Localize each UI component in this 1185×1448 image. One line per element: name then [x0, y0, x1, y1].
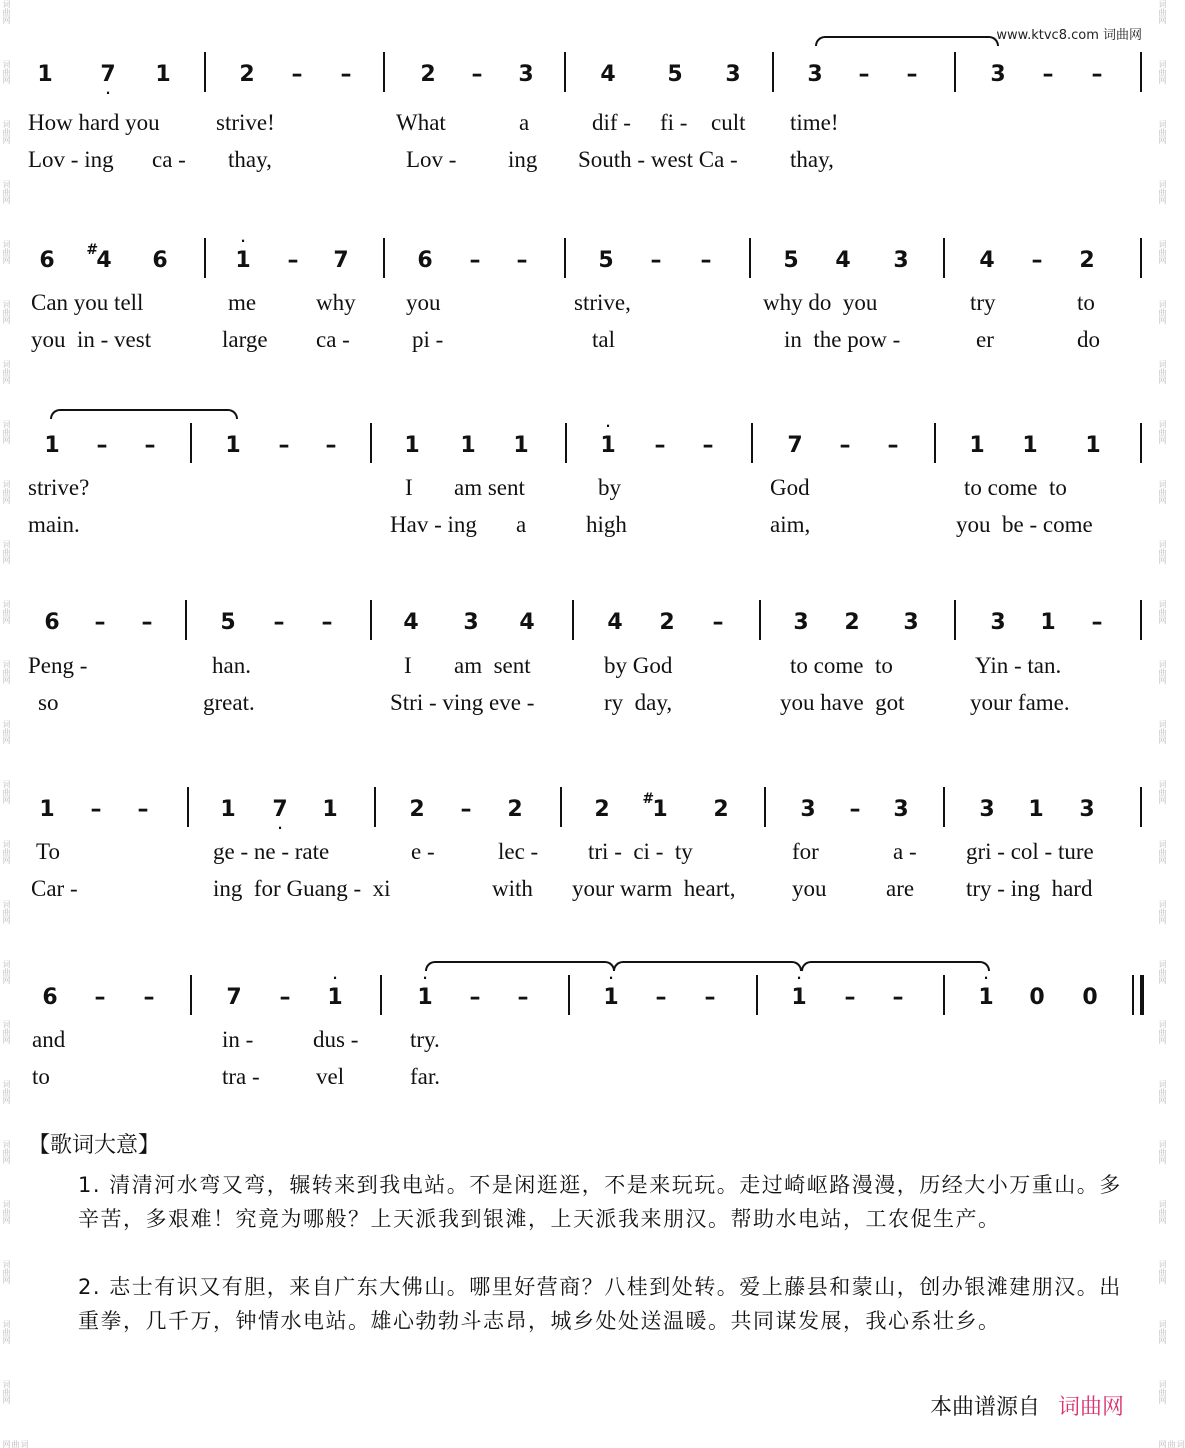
note: 3 — [979, 797, 995, 822]
note: 1 — [460, 433, 476, 458]
dash: – — [844, 985, 856, 1010]
note: 7 — [226, 985, 242, 1010]
lyric-verse1: a - — [893, 839, 917, 864]
watermark-text: 词曲网 — [1158, 1140, 1167, 1164]
meaning-title: 【歌词大意】 — [28, 1133, 161, 1158]
lyric-verse2: try - ing hard — [966, 876, 1093, 901]
dash: – — [94, 610, 106, 635]
dash: – — [700, 248, 712, 273]
note: · 1 — [978, 971, 994, 1010]
lyric-verse2: South - west Ca - — [578, 147, 738, 172]
barline — [564, 238, 566, 278]
meaning-paragraph-1: 1. 清清河水弯又弯，辗转来到我电站。不是闲逛逛，不是来玩玩。走过崎岖路漫漫，历经大小万重山。多辛苦，多艰难！究竟为哪般？上天派我到银滩，上天派我来朋汉。帮助水电站，工农促生产。 — [78, 1173, 1122, 1231]
note: · 1 — [327, 971, 343, 1010]
barline — [383, 238, 385, 278]
watermark-text: 词曲网 — [2, 60, 11, 84]
dash: – — [471, 62, 483, 87]
lyric-verse2: Lov - ing — [28, 147, 114, 172]
watermark-text: 词曲网 — [2, 720, 11, 744]
note: 3 — [903, 610, 919, 635]
watermark-text: 词曲网 — [2, 420, 11, 444]
barline — [954, 52, 956, 92]
dash: – — [96, 433, 108, 458]
dash: – — [143, 985, 155, 1010]
lyric-verse2: your warm heart, — [572, 876, 736, 901]
note: 3 — [893, 797, 909, 822]
lyric-verse2: great. — [203, 690, 255, 715]
note: 6 — [44, 610, 60, 635]
note: 5 — [783, 248, 799, 273]
dash: – — [704, 985, 716, 1010]
dash: – — [325, 433, 337, 458]
dash: – — [654, 433, 666, 458]
lyric-verse1: a — [519, 110, 530, 135]
lyric-verse1: han. — [212, 653, 251, 678]
barline — [751, 423, 753, 463]
note: 3 — [518, 62, 534, 87]
watermark-text: 词曲网 — [1158, 60, 1167, 84]
dash: – — [906, 62, 918, 87]
watermark-text: 词曲网 — [2, 1200, 11, 1224]
lyric-verse1: To — [36, 839, 60, 864]
lyric-verse2: er — [976, 327, 994, 352]
note: 2 — [507, 797, 523, 822]
watermark-text: 词曲网 — [2, 180, 11, 204]
barline — [564, 52, 566, 92]
watermark-text: 词曲网 — [1158, 1440, 1185, 1448]
watermark-text: 词曲网 — [1158, 600, 1167, 624]
lyric-verse2: main. — [28, 512, 80, 537]
watermark-text: 词曲网 — [1158, 240, 1167, 264]
watermark-text: 词曲网 — [1158, 1080, 1167, 1104]
tie — [613, 961, 802, 971]
note: 1 — [39, 797, 55, 822]
note: 2 — [659, 610, 675, 635]
dash: – — [469, 985, 481, 1010]
lyric-verse1: Yin - tan. — [975, 653, 1062, 678]
right-watermark-strip — [1156, 0, 1185, 1448]
watermark-text: 词曲网 — [1158, 420, 1167, 444]
dash: – — [702, 433, 714, 458]
dash: – — [279, 985, 291, 1010]
lyric-verse2: thay, — [228, 147, 272, 172]
lyric-verse1: time! — [790, 110, 839, 135]
dash: – — [273, 610, 285, 635]
note: 7 · — [100, 62, 116, 100]
lyric-verse1: strive, — [574, 290, 631, 315]
lyric-verse1: to come to — [964, 475, 1067, 500]
lyric-verse1: try. — [410, 1027, 440, 1052]
lyric-verse2: you have got — [780, 690, 905, 715]
barline — [1140, 238, 1142, 278]
note: 3 — [990, 62, 1006, 87]
watermark-text: 词曲网 — [1158, 840, 1167, 864]
note: 1 — [1085, 433, 1101, 458]
lyric-verse1: What — [396, 110, 446, 135]
dash: – — [460, 797, 472, 822]
lyric-verse1: lec - — [498, 839, 539, 864]
barline — [572, 600, 574, 640]
dash: – — [887, 433, 899, 458]
dash: – — [516, 248, 528, 273]
watermark-text: 词曲网 — [1158, 540, 1167, 564]
barline — [370, 600, 372, 640]
lyric-verse2: ca - — [152, 147, 186, 172]
lyric-verse1: why — [316, 290, 356, 315]
watermark-text: 词曲网 — [1158, 1320, 1167, 1344]
lyric-verse2: large — [222, 327, 268, 352]
note: 1 — [1022, 433, 1038, 458]
note: 7 · — [272, 797, 288, 835]
barline — [190, 975, 192, 1015]
lyric-verse2: tra - — [222, 1064, 260, 1089]
dash: – — [650, 248, 662, 273]
barline — [204, 238, 206, 278]
watermark-text: 词曲网 — [1158, 1020, 1167, 1044]
lyric-verse2: thay, — [790, 147, 834, 172]
watermark-text: 词曲网 — [1158, 480, 1167, 504]
note: 1 — [44, 433, 60, 458]
dash: – — [137, 797, 149, 822]
note: 6 — [417, 248, 433, 273]
lyric-verse2: to — [32, 1064, 50, 1089]
lyric-verse2: so — [38, 690, 59, 715]
watermark-text: 词曲网 — [1158, 1200, 1167, 1224]
watermark-text: 词曲网 — [2, 960, 11, 984]
lyric-verse1: try — [970, 290, 996, 315]
lyric-verse1: by — [598, 475, 621, 500]
lyric-verse1: cult — [711, 110, 746, 135]
note: 2 — [713, 797, 729, 822]
lyric-verse2: you be - come — [956, 512, 1093, 537]
lyric-verse1: am sent — [454, 653, 531, 678]
lyric-verse2: Car - — [31, 876, 78, 901]
watermark-text: 词曲网 — [2, 900, 11, 924]
note: 1 — [37, 62, 53, 87]
barline — [383, 52, 385, 92]
left-watermark-strip — [0, 0, 29, 1448]
note: 6 — [39, 248, 55, 273]
dash: – — [321, 610, 333, 635]
watermark-text: 词曲网 — [2, 780, 11, 804]
watermark-text: 词曲网 — [1158, 720, 1167, 744]
barline — [1140, 600, 1142, 640]
barline — [370, 423, 372, 463]
watermark-text: 词曲网 — [2, 1020, 11, 1044]
watermark-text: 词曲网 — [1158, 780, 1167, 804]
barline — [380, 975, 382, 1015]
lyric-verse1: e - — [411, 839, 435, 864]
note: 5 — [667, 62, 683, 87]
note: 1 — [225, 433, 241, 458]
dash: – — [1091, 62, 1103, 87]
dash: – — [90, 797, 102, 822]
watermark-text: 词曲网 — [2, 1440, 29, 1448]
note: # 1 — [642, 791, 668, 822]
watermark-text: 词曲网 — [2, 1380, 11, 1404]
lyric-verse1: by God — [604, 653, 673, 678]
note: · 1 — [600, 419, 616, 458]
note: 3 — [463, 610, 479, 635]
note: 1 — [1040, 610, 1056, 635]
note: 3 — [893, 248, 909, 273]
barline — [1140, 52, 1142, 92]
dash: – — [141, 610, 153, 635]
lyric-verse2: in the pow - — [784, 327, 901, 352]
lyric-verse2: ry day, — [604, 690, 673, 715]
barline — [565, 423, 567, 463]
watermark-text: 词曲网 — [2, 600, 11, 624]
lyric-verse2: aim, — [770, 512, 811, 537]
lyric-verse1: why do you — [763, 290, 878, 315]
note: 5 — [598, 248, 614, 273]
note: 2 — [594, 797, 610, 822]
note: 0 — [1029, 985, 1045, 1010]
barline — [568, 975, 570, 1015]
lyric-verse2: your fame. — [970, 690, 1070, 715]
note: 4 — [607, 610, 623, 635]
note: 4 — [600, 62, 616, 87]
dash: – — [839, 433, 851, 458]
watermark-text: 词曲网 — [1158, 660, 1167, 684]
dash: – — [340, 62, 352, 87]
note: 3 — [1079, 797, 1095, 822]
barline — [190, 423, 192, 463]
note: 2 — [844, 610, 860, 635]
note: 3 — [725, 62, 741, 87]
source-footer — [930, 1390, 1124, 1421]
barline — [1140, 787, 1142, 827]
dash: – — [94, 985, 106, 1010]
final-barline — [1132, 975, 1144, 1015]
note: 2 — [409, 797, 425, 822]
tie — [50, 409, 238, 419]
barline — [187, 787, 189, 827]
barline — [759, 600, 761, 640]
note: · 1 — [791, 971, 807, 1010]
watermark-text: 词曲网 — [1158, 120, 1167, 144]
note: 2 — [1079, 248, 1095, 273]
barline — [756, 975, 758, 1015]
watermark-text: 词曲网 — [2, 300, 11, 324]
lyric-verse1: I — [405, 475, 413, 500]
note: 1 — [969, 433, 985, 458]
tie — [425, 961, 615, 971]
note: · 1 — [417, 971, 433, 1010]
note: 3 — [990, 610, 1006, 635]
source-label: 本曲谱源自 — [929, 1395, 1040, 1420]
watermark-text: 词曲网 — [1158, 300, 1167, 324]
watermark-text: 词曲网 — [2, 1080, 11, 1104]
lyric-verse1: tri - ci - ty — [588, 839, 693, 864]
watermark-text: 词曲网 — [2, 540, 11, 564]
lyric-verse1: gri - col - ture — [966, 839, 1094, 864]
note: · 1 — [603, 971, 619, 1010]
lyric-verse2: Hav - ing — [390, 512, 477, 537]
tie — [815, 36, 999, 46]
barline — [204, 52, 206, 92]
watermark-text: 词曲网 — [2, 360, 11, 384]
barline — [943, 975, 945, 1015]
barline — [374, 787, 376, 827]
dash: – — [144, 433, 156, 458]
watermark-text: 词曲网 — [2, 840, 11, 864]
lyric-verse2: pi - — [412, 327, 444, 352]
lyric-verse1: Peng - — [28, 653, 88, 678]
note: 1 — [1028, 797, 1044, 822]
lyric-verse2: a — [516, 512, 527, 537]
watermark-text: 词曲网 — [2, 1260, 11, 1284]
note: 3 — [807, 62, 823, 87]
lyric-verse1: Can you tell — [31, 290, 144, 315]
barline — [943, 238, 945, 278]
note: 7 — [787, 433, 803, 458]
lyric-verse2: are — [886, 876, 915, 901]
watermark-text: 词曲网 — [2, 0, 11, 24]
note: 1 — [404, 433, 420, 458]
dash: – — [858, 62, 870, 87]
lyric-verse1: you — [406, 290, 441, 315]
lyric-verse1: to — [1077, 290, 1095, 315]
lyric-verse1: dus - — [313, 1027, 359, 1052]
dash: – — [655, 985, 667, 1010]
dash: – — [278, 433, 290, 458]
watermark-text: 词曲网 — [1158, 1260, 1167, 1284]
lyric-verse1: to come to — [790, 653, 893, 678]
barline — [764, 787, 766, 827]
watermark-text: 词曲网 — [1158, 1380, 1167, 1404]
watermark-text: 词曲网 — [2, 120, 11, 144]
lyric-verse2: vel — [316, 1064, 345, 1089]
note: 1 — [513, 433, 529, 458]
note: 2 — [420, 62, 436, 87]
barline — [1140, 423, 1142, 463]
lyric-verse2: ing for Guang - xi — [213, 876, 391, 901]
lyric-verse2: you — [792, 876, 827, 901]
lyric-verse2: high — [586, 512, 627, 537]
site-header: www.ktvc8.com 词曲网 — [996, 28, 1142, 43]
note: 3 — [793, 610, 809, 635]
watermark-text: 词曲网 — [2, 660, 11, 684]
lyric-verse2: ca - — [316, 327, 350, 352]
lyric-verse2: tal — [592, 327, 615, 352]
note: 3 — [800, 797, 816, 822]
dash: – — [287, 248, 299, 273]
lyric-verse2: you in - vest — [31, 327, 152, 352]
note: 1 — [220, 797, 236, 822]
watermark-text: 词曲网 — [2, 480, 11, 504]
lyric-verse1: am sent — [454, 475, 525, 500]
tie — [801, 961, 990, 971]
lyric-verse1: for — [792, 839, 819, 864]
lyric-verse1: ge - ne - rate — [213, 839, 330, 864]
note: 0 — [1082, 985, 1098, 1010]
watermark-text: 词曲网 — [1158, 0, 1167, 24]
watermark-text: 词曲网 — [1158, 900, 1167, 924]
dash: – — [1091, 610, 1103, 635]
watermark-text: 词曲网 — [2, 240, 11, 264]
dash: – — [1031, 248, 1043, 273]
note: 4 — [519, 610, 535, 635]
note: 4 — [403, 610, 419, 635]
lyric-verse2: ing — [508, 147, 538, 172]
note: 1 — [322, 797, 338, 822]
barline — [560, 787, 562, 827]
note: 1 — [155, 62, 171, 87]
watermark-text: 词曲网 — [1158, 180, 1167, 204]
lyric-verse1: and — [32, 1027, 66, 1052]
barline — [772, 52, 774, 92]
dash: – — [849, 797, 861, 822]
watermark-text: 词曲网 — [2, 1320, 11, 1344]
lyric-verse1: strive! — [216, 110, 275, 135]
lyric-verse2: do — [1077, 327, 1100, 352]
barline — [954, 600, 956, 640]
dash: – — [712, 610, 724, 635]
lyric-verse1: I — [404, 653, 412, 678]
note: 4 — [979, 248, 995, 273]
lyric-verse2: Lov - — [406, 147, 457, 172]
lyric-verse2: far. — [410, 1064, 441, 1089]
lyric-verse2: with — [492, 876, 533, 901]
note: 6 — [42, 985, 58, 1010]
lyric-verse1: in - — [222, 1027, 254, 1052]
watermark-text: 词曲网 — [1158, 360, 1167, 384]
lyric-verse1: How hard you — [28, 110, 160, 135]
note: 6 — [152, 248, 168, 273]
lyric-verse1: strive? — [28, 475, 90, 500]
meaning-paragraph-2: 2. 志士有识又有胆，来自广东大佛山。哪里好营商？八桂到处转。爱上藤县和蒙山，创办银滩建朋汉。出重拳，几千万，钟情水电站。雄心勃勃斗志昂，城乡处处送温暖。共同谋发展，我心系壮乡。 — [78, 1275, 1122, 1333]
lyric-verse1: fi - — [660, 110, 688, 135]
note: 4 — [835, 248, 851, 273]
note: 7 — [333, 248, 349, 273]
barline — [934, 423, 936, 463]
watermark-text: 词曲网 — [1158, 960, 1167, 984]
note: 2 — [239, 62, 255, 87]
lyric-verse1: me — [228, 290, 257, 315]
dash: – — [517, 985, 529, 1010]
source-brand-link[interactable]: 词曲网 — [1057, 1395, 1124, 1420]
note: 5 — [220, 610, 236, 635]
barline — [749, 238, 751, 278]
note: · 1 — [235, 234, 251, 273]
barline — [943, 787, 945, 827]
dash: – — [1042, 62, 1054, 87]
dash: – — [892, 985, 904, 1010]
watermark-text: 词曲网 — [2, 1140, 11, 1164]
lyric-verse1: God — [770, 475, 810, 500]
lyric-verse2: Stri - ving eve - — [390, 690, 535, 715]
barline — [185, 600, 187, 640]
dash: – — [291, 62, 303, 87]
dash: – — [469, 248, 481, 273]
lyric-verse1: dif - — [592, 110, 631, 135]
note: # 4 — [86, 242, 112, 273]
